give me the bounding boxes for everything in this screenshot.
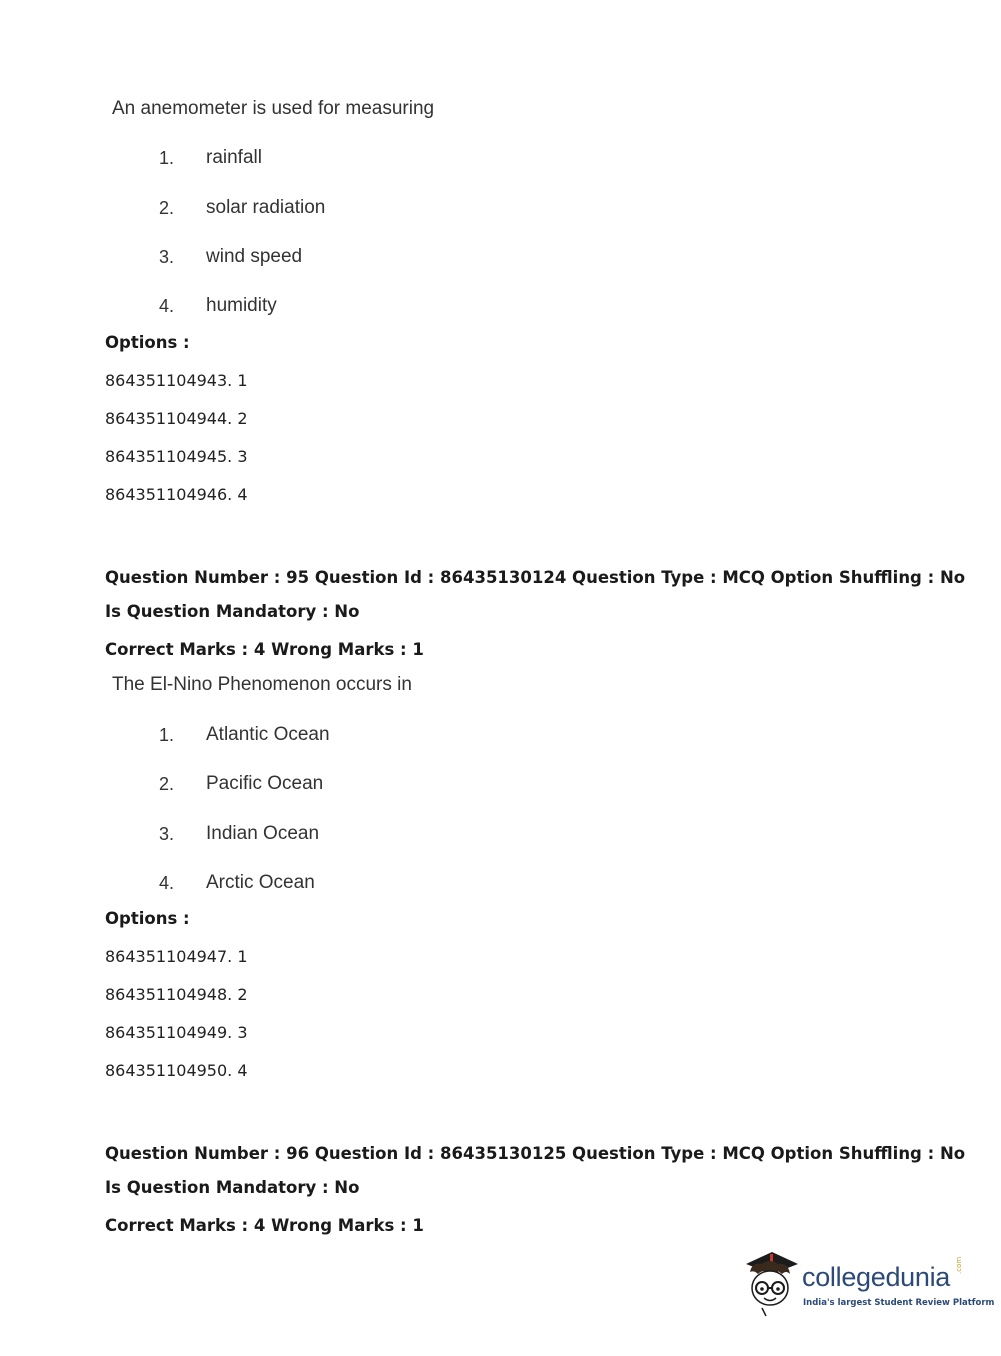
choice-number: 3. xyxy=(159,247,175,267)
logo-wordmark: collegedunia xyxy=(802,1262,951,1292)
option-id: 864351104943. 1 xyxy=(105,371,248,390)
option-id: 864351104949. 3 xyxy=(105,1023,248,1042)
choice-number: 1. xyxy=(159,148,175,168)
option-id: 864351104950. 4 xyxy=(105,1061,248,1080)
choice-text: humidity xyxy=(206,295,277,316)
option-id: 864351104947. 1 xyxy=(105,947,248,966)
choice-text: solar radiation xyxy=(206,197,326,218)
options-label: Options : xyxy=(105,333,190,352)
collegedunia-logo xyxy=(740,1250,995,1320)
choice-number: 4. xyxy=(159,296,175,316)
choice-text: rainfall xyxy=(206,147,262,168)
question-95-text: The El-Nino Phenomenon occurs in xyxy=(112,674,412,695)
question-96-mandatory: Is Question Mandatory : No xyxy=(105,1178,360,1197)
question-95-mandatory: Is Question Mandatory : No xyxy=(105,602,360,621)
choice-text: wind speed xyxy=(206,246,303,267)
logo-domain: .com xyxy=(955,1256,963,1274)
question-96-marks: Correct Marks : 4 Wrong Marks : 1 xyxy=(105,1216,424,1235)
option-id: 864351104948. 2 xyxy=(105,985,248,1004)
question-96-meta: Question Number : 96 Question Id : 86435130125 Question Type : MCQ Option Shuffling : No xyxy=(105,1144,966,1163)
choice-text: Arctic Ocean xyxy=(206,872,315,893)
option-id: 864351104946. 4 xyxy=(105,485,248,504)
choice-number: 2. xyxy=(159,774,175,794)
choice-number: 1. xyxy=(159,725,175,745)
question-95-meta: Question Number : 95 Question Id : 86435130124 Question Type : MCQ Option Shuffling : No xyxy=(105,568,966,587)
choice-text: Pacific Ocean xyxy=(206,773,324,794)
choice-number: 4. xyxy=(159,873,175,893)
option-id: 864351104945. 3 xyxy=(105,447,248,466)
question-95-marks: Correct Marks : 4 Wrong Marks : 1 xyxy=(105,640,424,659)
question-94-text: An anemometer is used for measuring xyxy=(112,98,435,119)
mascot-icon xyxy=(740,1250,800,1318)
choice-text: Atlantic Ocean xyxy=(206,724,330,745)
options-label: Options : xyxy=(105,909,190,928)
logo-tagline: India's largest Student Review Platform xyxy=(803,1298,995,1308)
choice-number: 2. xyxy=(159,198,175,218)
choice-number: 3. xyxy=(159,824,175,844)
option-id: 864351104944. 2 xyxy=(105,409,248,428)
choice-text: Indian Ocean xyxy=(206,823,320,844)
